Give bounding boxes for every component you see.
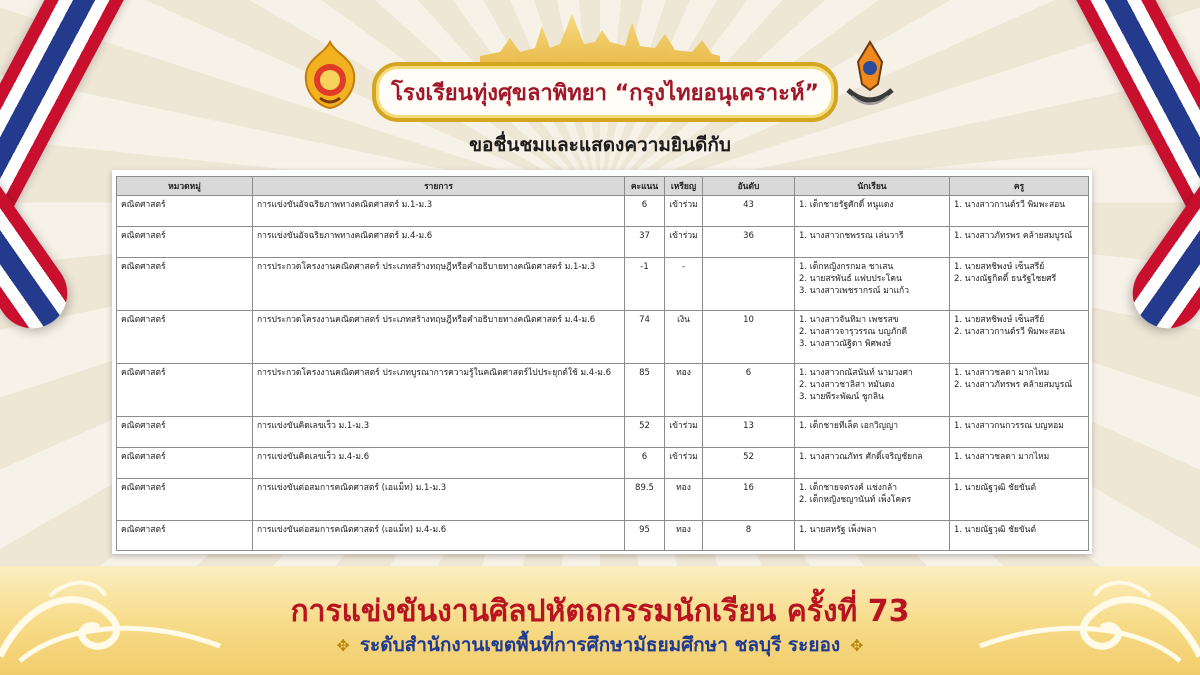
table-row bbox=[117, 448, 1089, 479]
cell-students: 1. เด็กชายรัฐศักดิ์ หนูแดง bbox=[795, 196, 950, 227]
cell-teachers: 1. นางสาวกานต์รวี พิมพะสอน bbox=[950, 196, 1089, 227]
results-table-card bbox=[112, 170, 1092, 554]
cell-medal: เข้าร่วม bbox=[665, 227, 703, 258]
cell-medal: ทอง bbox=[665, 364, 703, 417]
cell-rank: 6 bbox=[703, 364, 795, 417]
school-title-banner bbox=[372, 62, 838, 122]
cell-category: คณิตศาสตร์ bbox=[117, 448, 253, 479]
cell-teachers: 1. นายณัฐวุฒิ ชัยขันต์ bbox=[950, 521, 1089, 551]
cell-teachers: 1. นายสหชิพงษ์ เซ็นสรีย์ 2. นางณัฐกิตติ์ ธนรัฐไชยศรี bbox=[950, 258, 1089, 311]
cell-teachers: 1. นางสาวชลดา มากไหม 2. นางสาวภัทรพร คล้ายสมบูรณ์ bbox=[950, 364, 1089, 417]
flourish-icon: ✥ bbox=[336, 636, 350, 655]
cell-score: 95 bbox=[625, 521, 665, 551]
cell-item: การแข่งขันคิดเลขเร็ว ม.1-ม.3 bbox=[253, 417, 625, 448]
results-table bbox=[116, 176, 1089, 551]
cell-medal: เข้าร่วม bbox=[665, 417, 703, 448]
cell-item: การแข่งขันต่อสมการคณิตศาสตร์ (เอแม็ท) ม.1-ม.3 bbox=[253, 479, 625, 521]
cell-category: คณิตศาสตร์ bbox=[117, 417, 253, 448]
cell-students: 1. นางสาวกณัสนันท์ นามวงศา 2. นางสาวชาลิสา หมันดง 3. นายพีระพัฒน์ ชูกลิน bbox=[795, 364, 950, 417]
cell-score: -1 bbox=[625, 258, 665, 311]
cell-item: การแข่งขันอัจฉริยภาพทางคณิตศาสตร์ ม.4-ม.6 bbox=[253, 227, 625, 258]
cell-category: คณิตศาสตร์ bbox=[117, 521, 253, 551]
cell-score: 6 bbox=[625, 196, 665, 227]
cell-medal: เข้าร่วม bbox=[665, 448, 703, 479]
cell-rank: 52 bbox=[703, 448, 795, 479]
cell-score: 85 bbox=[625, 364, 665, 417]
cell-rank: 10 bbox=[703, 311, 795, 364]
cell-category: คณิตศาสตร์ bbox=[117, 227, 253, 258]
school-title: โรงเรียนทุ่งศุขลาพิทยา “กรุงไทยอนุเคราะห์” bbox=[391, 80, 819, 106]
col-header-item: รายการ bbox=[253, 177, 625, 196]
table-row bbox=[117, 417, 1089, 448]
cell-students: 1. เด็กหญิงกรกมล ชาเสน 2. นายสรพันธ์ แฟบประโคน 3. นางสาวเพชรากรณ์ มาแก้ว bbox=[795, 258, 950, 311]
col-header-students: นักเรียน bbox=[795, 177, 950, 196]
cell-score: 37 bbox=[625, 227, 665, 258]
obec-logo-icon bbox=[302, 40, 358, 110]
cell-category: คณิตศาสตร์ bbox=[117, 311, 253, 364]
cell-rank: 43 bbox=[703, 196, 795, 227]
competition-subtitle-line bbox=[0, 630, 1200, 660]
col-header-score: คะแนน bbox=[625, 177, 665, 196]
cell-category: คณิตศาสตร์ bbox=[117, 364, 253, 417]
table-row bbox=[117, 227, 1089, 258]
cell-category: คณิตศาสตร์ bbox=[117, 258, 253, 311]
cell-rank bbox=[703, 258, 795, 311]
cell-medal: ทอง bbox=[665, 479, 703, 521]
cell-medal: เข้าร่วม bbox=[665, 196, 703, 227]
col-header-category: หมวดหมู่ bbox=[117, 177, 253, 196]
cell-medal: - bbox=[665, 258, 703, 311]
cell-students: 1. เด็กชายทีเล็ต เอกวิญญา bbox=[795, 417, 950, 448]
cell-teachers: 1. นายณัฐวุฒิ ชัยขันต์ bbox=[950, 479, 1089, 521]
school-emblem-icon bbox=[842, 40, 898, 110]
cell-students: 1. นางสาวณภัทร ศักดิ์เจริญชัยกล bbox=[795, 448, 950, 479]
cell-item: การประกวดโครงงานคณิตศาสตร์ ประเภทสร้างทฤษฎีหรือคำอธิบายทางคณิตศาสตร์ ม.1-ม.3 bbox=[253, 258, 625, 311]
table-row bbox=[117, 364, 1089, 417]
cell-score: 52 bbox=[625, 417, 665, 448]
cell-item: การแข่งขันต่อสมการคณิตศาสตร์ (เอแม็ท) ม.4-ม.6 bbox=[253, 521, 625, 551]
col-header-rank: อันดับ bbox=[703, 177, 795, 196]
temple-skyline-icon bbox=[480, 8, 720, 66]
cell-students: 1. นางสาวจันทิมา เพชรสข 2. นางสาวจารุวรรณ บญภักดี 3. นางสาวณัฐิดา พิศพงษ์ bbox=[795, 311, 950, 364]
table-row bbox=[117, 258, 1089, 311]
cell-students: 1. นางสาวกชพรรณ เล่นวารี bbox=[795, 227, 950, 258]
cell-category: คณิตศาสตร์ bbox=[117, 479, 253, 521]
cell-students: 1. เด็กชายจตรงค์ แช่งกล้า 2. เด็กหญิงชญานันท์ เพ็งโคตร bbox=[795, 479, 950, 521]
table-row bbox=[117, 479, 1089, 521]
table-row bbox=[117, 311, 1089, 364]
congratulations-heading: ขอชื่นชมและแสดงความยินดีกับ bbox=[469, 134, 731, 156]
cell-rank: 16 bbox=[703, 479, 795, 521]
cell-item: การแข่งขันคิดเลขเร็ว ม.4-ม.6 bbox=[253, 448, 625, 479]
cell-students: 1. นายสหรัฐ เพ็งพลา bbox=[795, 521, 950, 551]
cell-item: การประกวดโครงงานคณิตศาสตร์ ประเภทสร้างทฤษฎีหรือคำอธิบายทางคณิตศาสตร์ ม.4-ม.6 bbox=[253, 311, 625, 364]
table-row bbox=[117, 521, 1089, 551]
table-header-row bbox=[117, 177, 1089, 196]
cell-medal: เงิน bbox=[665, 311, 703, 364]
flourish-icon: ✥ bbox=[850, 636, 864, 655]
cell-teachers: 1. นางสาวชลดา มากไหม bbox=[950, 448, 1089, 479]
cell-item: การแข่งขันอัจฉริยภาพทางคณิตศาสตร์ ม.1-ม.3 bbox=[253, 196, 625, 227]
cell-rank: 36 bbox=[703, 227, 795, 258]
cell-item: การประกวดโครงงานคณิตศาสตร์ ประเภทบูรณาการความรู้ในคณิตศาสตร์ไปประยุกต์ใช้ ม.4-ม.6 bbox=[253, 364, 625, 417]
cell-teachers: 1. นางสาวกนกวรรณ บญหอม bbox=[950, 417, 1089, 448]
cell-score: 74 bbox=[625, 311, 665, 364]
table-row bbox=[117, 196, 1089, 227]
competition-title: การแข่งขันงานศิลปหัตถกรรมนักเรียน ครั้งที่ 73 bbox=[290, 594, 910, 629]
cell-medal: ทอง bbox=[665, 521, 703, 551]
cell-score: 6 bbox=[625, 448, 665, 479]
cell-teachers: 1. นายสหชิพงษ์ เซ็นสรีย์ 2. นางสาวกานต์รวี พิมพะสอน bbox=[950, 311, 1089, 364]
cell-teachers: 1. นางสาวภัทรพร คล้ายสมบูรณ์ bbox=[950, 227, 1089, 258]
cell-category: คณิตศาสตร์ bbox=[117, 196, 253, 227]
cell-rank: 8 bbox=[703, 521, 795, 551]
cell-score: 89.5 bbox=[625, 479, 665, 521]
cell-rank: 13 bbox=[703, 417, 795, 448]
col-header-teachers: ครู bbox=[950, 177, 1089, 196]
competition-subtitle: ระดับสำนักงานเขตพื้นที่การศึกษามัธยมศึกษา ชลบุรี ระยอง bbox=[359, 634, 841, 656]
col-header-medal: เหรียญ bbox=[665, 177, 703, 196]
